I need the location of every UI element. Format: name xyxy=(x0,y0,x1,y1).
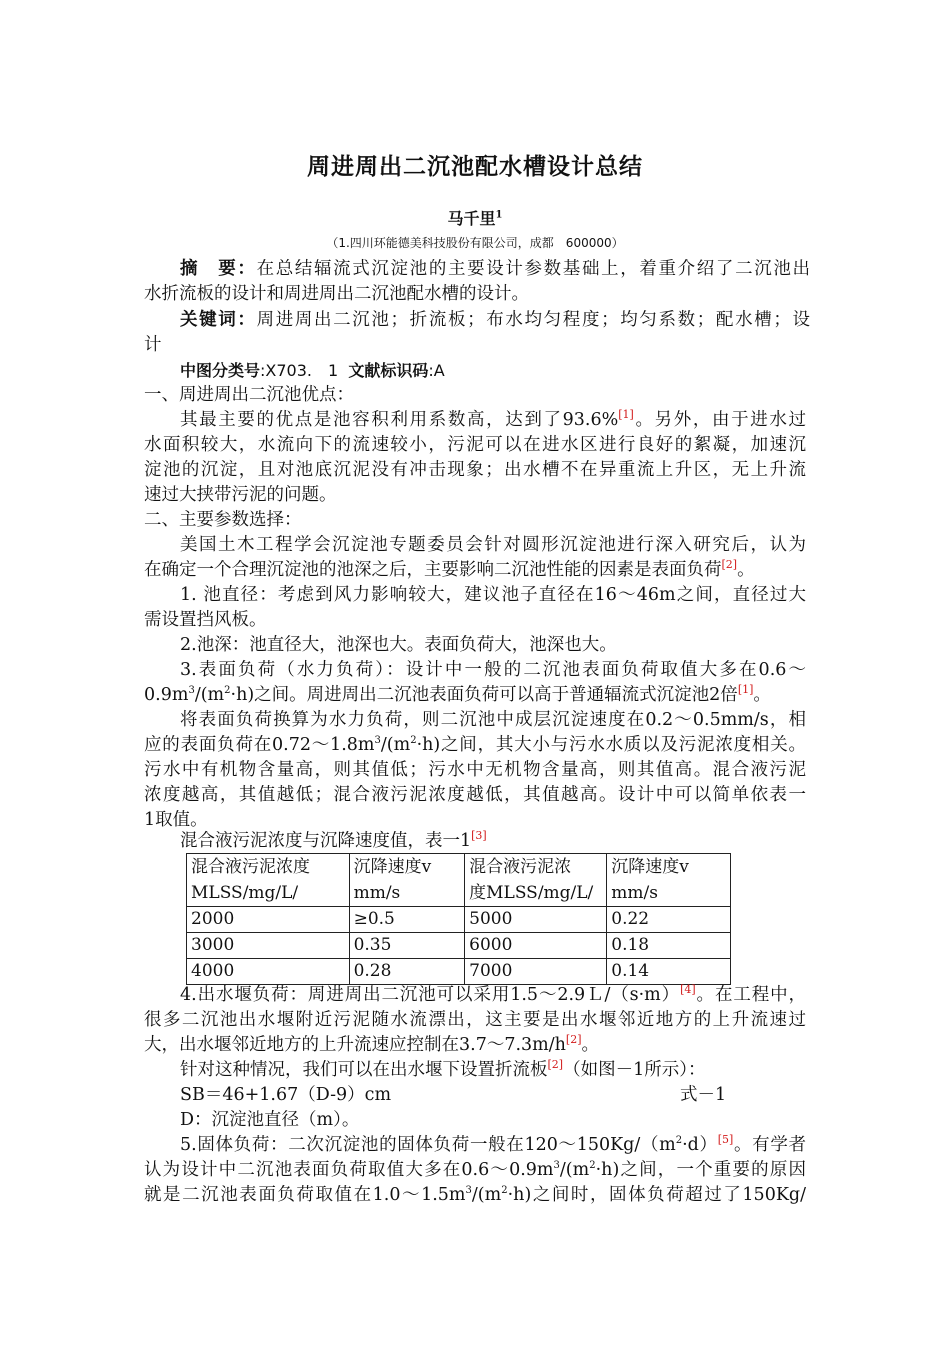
header-text: mm/s xyxy=(611,883,658,903)
table-header-cell xyxy=(349,854,465,907)
author-name: 马千里 xyxy=(447,209,496,228)
text-seg: 应的表面负荷在0.72～1.8m xyxy=(144,735,375,755)
text-seg: /(m xyxy=(471,1185,502,1205)
text-seg: /(m xyxy=(559,1160,590,1180)
classification xyxy=(180,358,445,383)
item-5-line-3 xyxy=(144,1183,806,1208)
superscript: 3 xyxy=(465,1185,472,1197)
table-row xyxy=(187,959,731,985)
citation: [4] xyxy=(680,983,696,997)
item-4-line-2: 很多二沉池出水堰附近污泥随水流漂出，这主要是出水堰邻近地方的上升流速过 xyxy=(144,1010,806,1030)
table-cell: 0.22 xyxy=(607,907,731,933)
variable-definition: D：沉淀池直径（m）。 xyxy=(180,1110,360,1130)
sec2-intro-2b: 。 xyxy=(737,560,755,580)
sec1-text-1a: 其最主要的优点是池容积利用系数高，达到了93.6% xyxy=(180,410,619,430)
table-cell: ≥0.5 xyxy=(349,907,465,933)
header-text: 沉降速度v xyxy=(611,857,689,877)
text-seg: 。在工程中， xyxy=(695,985,807,1005)
table-caption xyxy=(180,829,487,854)
section-1-heading: 一、周进周出二沉池优点： xyxy=(144,385,354,405)
table-header-cell xyxy=(465,854,607,907)
sec2-intro-1: 美国土木工程学会沉淀池专题委员会针对圆形沉淀池进行深入研究后，认为 xyxy=(180,535,806,555)
sec1-line-2: 水面积较大，水流向下的流速较小，污泥可以在进水区进行良好的絮凝，加速沉 xyxy=(144,435,806,455)
text-seg: /(m xyxy=(380,735,411,755)
citation: [5] xyxy=(717,1133,734,1147)
sec2-intro-2 xyxy=(144,558,755,583)
class-label-2: 文献标识码 xyxy=(348,361,429,380)
author-sup: 1 xyxy=(495,209,503,221)
table-cell: 0.35 xyxy=(349,933,465,959)
text-seg: ·h)之间。周进周出二沉池表面负荷可以高于普通辐流式沉淀池2倍 xyxy=(230,685,738,705)
table-cell: 3000 xyxy=(187,933,350,959)
header-text: 混合液污泥浓度 xyxy=(191,857,310,877)
keywords-line-1 xyxy=(180,308,810,333)
sec2-intro-2a: 在确定一个合理沉淀池的池深之后，主要影响二沉池性能的因素是表面负荷 xyxy=(144,560,722,580)
abstract-line-2: 水折流板的设计和周进周出二沉池配水槽的设计。 xyxy=(144,284,529,304)
table-header-row xyxy=(187,854,731,907)
table-cell: 6000 xyxy=(465,933,607,959)
sec1-text-1b: 。另外，由于进水过 xyxy=(633,410,807,430)
item-4-line-3 xyxy=(144,1033,599,1058)
text-seg: ·h)之间，一个重要的原因 xyxy=(595,1160,806,1180)
table-cell: 0.14 xyxy=(607,959,731,985)
superscript: 2 xyxy=(410,735,417,747)
text-seg: 5.固体负荷：二次沉淀池的固体负荷一般在120～150Kg/（m xyxy=(180,1135,676,1155)
citation: [2] xyxy=(565,1033,582,1047)
baffle-line xyxy=(180,1058,705,1083)
item-3-line-2 xyxy=(144,683,771,708)
header-text: 沉降速度v xyxy=(353,857,432,877)
item-3-line-1: 3.表面负荷（水力负荷）：设计中一般的二沉池表面负荷取值大多在0.6～ xyxy=(180,660,806,680)
abstract-text-1: 在总结辐流式沉淀池的主要设计参数基础上，着重介绍了二沉池出 xyxy=(256,259,810,279)
table-header-cell xyxy=(187,854,350,907)
header-text: mm/s xyxy=(353,883,401,903)
superscript: 2 xyxy=(675,1135,683,1147)
class-value-2: :A xyxy=(428,361,445,380)
item-1-line-1: 1. 池直径：考虑到风力影响较大，建议池子直径在16～46m之间，直径过大 xyxy=(180,585,806,605)
text-seg: ·h)之间，其大小与污水水质以及污泥浓度相关。 xyxy=(416,735,806,755)
superscript: 2 xyxy=(224,685,231,697)
class-value-1: :X703. 1 xyxy=(260,361,339,380)
superscript: 2 xyxy=(501,1185,508,1197)
para-line-b xyxy=(144,733,806,758)
class-label-1: 中图分类号 xyxy=(180,361,261,380)
page-title: 周进周出二沉池配水槽设计总结 xyxy=(307,153,643,180)
superscript: 3 xyxy=(188,685,195,697)
text-seg: 针对这种情况，我们可以在出水堰下设置折流板 xyxy=(180,1060,548,1080)
item-2: 2.池深：池直径大，池深也大。表面负荷大，池深也大。 xyxy=(180,635,617,655)
section-2-heading: 二、主要参数选择： xyxy=(144,510,302,530)
text-seg: 认为设计中二沉池表面负荷取值大多在0.6～0.9m xyxy=(144,1160,554,1180)
affiliation: （1.四川环能德美科技股份有限公司，成都 600000） xyxy=(326,236,624,250)
para-line-e: 1取值。 xyxy=(144,810,208,830)
table-cell: 4000 xyxy=(187,959,350,985)
sec1-line-4: 速过大挟带污泥的问题。 xyxy=(144,485,337,505)
item-4-line-1 xyxy=(180,983,806,1008)
table-cell: 5000 xyxy=(465,907,607,933)
text-seg: 。 xyxy=(753,685,771,705)
text-seg: 。 xyxy=(581,1035,600,1055)
formula-label: 式－1 xyxy=(680,1085,727,1105)
citation: [1] xyxy=(737,683,754,697)
text-seg: 0.9m xyxy=(144,685,189,705)
citation: [2] xyxy=(721,558,738,572)
table-cell: 0.18 xyxy=(607,933,731,959)
table-cell: 7000 xyxy=(465,959,607,985)
text-seg: 。有学者 xyxy=(733,1135,806,1155)
header-text: 度MLSS/mg/L/ xyxy=(469,883,594,903)
table-cell: 0.28 xyxy=(349,959,465,985)
citation: [2] xyxy=(547,1058,564,1072)
para-line-a: 将表面负荷换算为水力负荷，则二沉池中成层沉淀速度在0.2～0.5mm/s，相 xyxy=(180,710,806,730)
citation: [1] xyxy=(618,408,634,422)
abstract-line-1 xyxy=(180,257,810,282)
para-line-d: 浓度越高，其值越低；混合液污泥浓度越低，其值越高。设计中可以简单依表一 xyxy=(144,785,806,805)
keywords-line-2: 计 xyxy=(144,335,162,355)
table-header-cell xyxy=(607,854,731,907)
text-seg: /(m xyxy=(194,685,225,705)
text-seg: 就是二沉池表面负荷取值在1.0～1.5m xyxy=(144,1185,466,1205)
para-line-c: 污水中有机物含量高，则其值低；污水中无机物含量高，则其值高。混合液污泥 xyxy=(144,760,806,780)
text-seg: ·d） xyxy=(682,1135,718,1155)
header-text: 混合液污泥浓 xyxy=(469,857,572,877)
text-seg: 4.出水堰负荷：周进周出二沉池可以采用1.5～2.9Ｌ/（s·m） xyxy=(180,985,681,1005)
item-1-line-2: 需设置挡风板。 xyxy=(144,610,267,630)
header-text: MLSS/mg/L/ xyxy=(191,883,299,903)
sec1-line-3: 淀池的沉淀，且对池底沉泥没有冲击现象；出水槽不在异重流上升区，无上升流 xyxy=(144,460,806,480)
sec1-line-1 xyxy=(180,408,806,433)
sedimentation-table xyxy=(186,853,731,985)
superscript: 2 xyxy=(589,1160,596,1172)
text-seg: ·h)之间时，固体负荷超过了150Kg/ xyxy=(507,1185,806,1205)
item-5-line-1 xyxy=(180,1133,806,1158)
caption-text: 混合液污泥浓度与沉降速度值，表一1 xyxy=(180,831,472,851)
item-5-line-2 xyxy=(144,1158,806,1183)
table-row xyxy=(187,907,731,933)
keywords-label: 关键词： xyxy=(180,310,257,330)
formula: SB＝46+1.67（D-9）cm xyxy=(180,1085,392,1105)
text-seg: （如图－1所示）： xyxy=(563,1060,706,1080)
abstract-label: 摘 要： xyxy=(180,259,257,279)
superscript: 3 xyxy=(374,735,381,747)
keywords-text-1: 周进周出二沉池；折流板；布水均匀程度；均匀系数；配水槽；设 xyxy=(256,310,810,330)
superscript: 3 xyxy=(553,1160,560,1172)
text-seg: 大，出水堰邻近地方的上升流速应控制在3.7～7.3m/h xyxy=(144,1035,566,1055)
citation: [3] xyxy=(471,829,487,843)
author xyxy=(0,206,950,229)
table-row xyxy=(187,933,731,959)
table-cell: 2000 xyxy=(187,907,350,933)
